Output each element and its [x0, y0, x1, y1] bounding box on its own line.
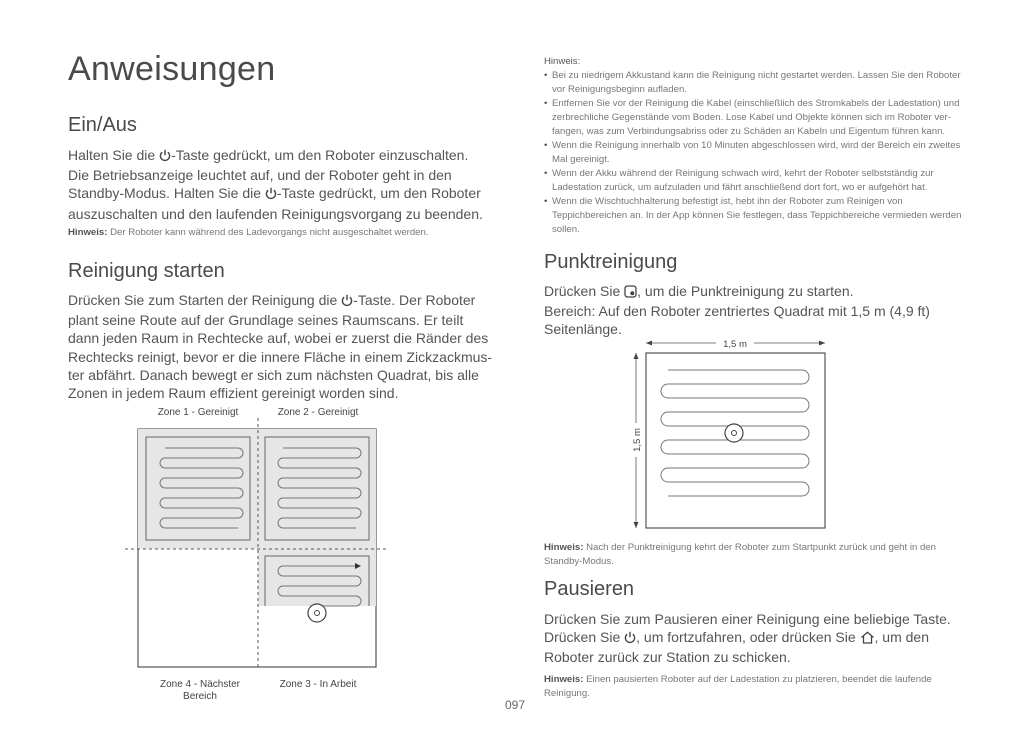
pausieren-heading: Pausieren [544, 578, 635, 600]
power-icon [341, 293, 353, 311]
list-item: • Entfernen Sie vor der Reinigung die Kabel (einschließlich des Stromkabels der Ladestation) und zerbrechliche Gegenstände vom Boden. Lose Kabel und Objekte können sich im Roboter ver-fangen, was zum Verbindungsabriss oder zu Schäden an Kabeln und Eigentum führen kann. [544, 97, 968, 139]
spot-cleaning-diagram [628, 335, 828, 535]
zone-3-label: Zone 3 - In Arbeit [279, 679, 357, 690]
punktreinigung-heading: Punktreinigung [544, 251, 678, 273]
reinigung-starten-text: Drücken Sie zum Starten der Reinigung die -Taste. Der Roboter plant seine Route auf der Grundlage seines Raumscans. Er teilt dann jeden Raum in Rechtecke auf, wobei er zuerst die Ränder des Rechtecks reinigt, bevor er die innere Fläche in einem Zickzackmus-ter abfährt. Danach bewegt er sich zum nächsten Quadrat, bis alle Zonen in jedem Raum effizient gereinigt worden sind. [68, 292, 493, 402]
zone-cleaning-diagram [125, 418, 390, 673]
ein-aus-text: Halten Sie die -Taste gedrückt, um den Roboter einzuschalten. Die Betriebsanzeige leuchtet auf, und der Roboter geht in den Standby-Modus. Halten Sie die -Taste gedrückt, um den Roboter auszuschalten und den laufenden Reinigungsvorgang zu beenden. [68, 147, 483, 222]
dimension-vertical: 1,5 m [632, 428, 643, 452]
hinweis-top-block [544, 55, 968, 237]
hinweis-list [544, 69, 968, 237]
page-title: Anweisungen [68, 50, 276, 88]
pausieren-note: Hinweis: Einen pausierten Roboter auf der Ladestation zu platzieren, beendet die laufende Reinigung. [544, 674, 932, 699]
zone-1-label: Zone 1 - Gereinigt [157, 407, 239, 418]
page-number: 097 [505, 698, 526, 712]
spot-clean-icon [624, 284, 637, 302]
punktreinigung-text: Drücken Sie , um die Punktreinigung zu starten. Bereich: Auf den Roboter zentriertes Quadrat mit 1,5 m (4,9 ft) Seitenlänge. [544, 283, 930, 338]
ein-aus-heading: Ein/Aus [68, 114, 137, 136]
zone-4-label: Zone 4 - Nächster Bereich [159, 679, 241, 702]
reinigung-starten-heading: Reinigung starten [68, 260, 225, 282]
list-item: • Wenn die Wischtuchhalterung befestigt ist, hebt ihn der Roboter zum Reinigen von Teppichbereichen an. In der App können Sie festlegen, dass Teppichbereiche vermieden werden sollen. [544, 195, 968, 237]
zone-2-label: Zone 2 - Gereinigt [277, 407, 359, 418]
dimension-horizontal: 1,5 m [723, 339, 747, 350]
pausieren-text: Drücken Sie zum Pausieren einer Reinigung eine beliebige Taste. Drücken Sie , um fortzufahren, oder drücken Sie , um den Roboter zurück zur Station zu schicken. [544, 611, 951, 666]
punktreinigung-note: Hinweis: Nach der Punktreinigung kehrt der Roboter zum Startpunkt zurück und geht in den Standby-Modus. [544, 542, 936, 567]
list-item: • Wenn die Reinigung innerhalb von 10 Minuten abgeschlossen wird, wird der Bereich ein zweites Mal gereinigt. [544, 139, 968, 167]
list-item: • Wenn der Akku während der Reinigung schwach wird, kehrt der Roboter selbstständig zur Ladestation zurück, um aufzuladen und fährt anschließend dort fort, wo er aufgehört hat. [544, 167, 968, 195]
robot-icon [725, 424, 743, 442]
zone-2-cleaned [258, 429, 376, 549]
robot-icon [308, 604, 326, 622]
power-icon [624, 630, 636, 648]
power-icon [265, 186, 277, 204]
power-icon [159, 148, 171, 166]
zone-1-cleaned [138, 429, 258, 549]
hinweis-top-label: Hinweis: [544, 56, 581, 67]
list-item: • Bei zu niedrigem Akkustand kann die Reinigung nicht gestartet werden. Lassen Sie den Roboter vor Reinigungsbeginn aufladen. [544, 69, 968, 97]
home-icon [860, 630, 875, 648]
ein-aus-note: Hinweis: Der Roboter kann während des Ladevorgangs nicht ausgeschaltet werden. [68, 227, 429, 238]
